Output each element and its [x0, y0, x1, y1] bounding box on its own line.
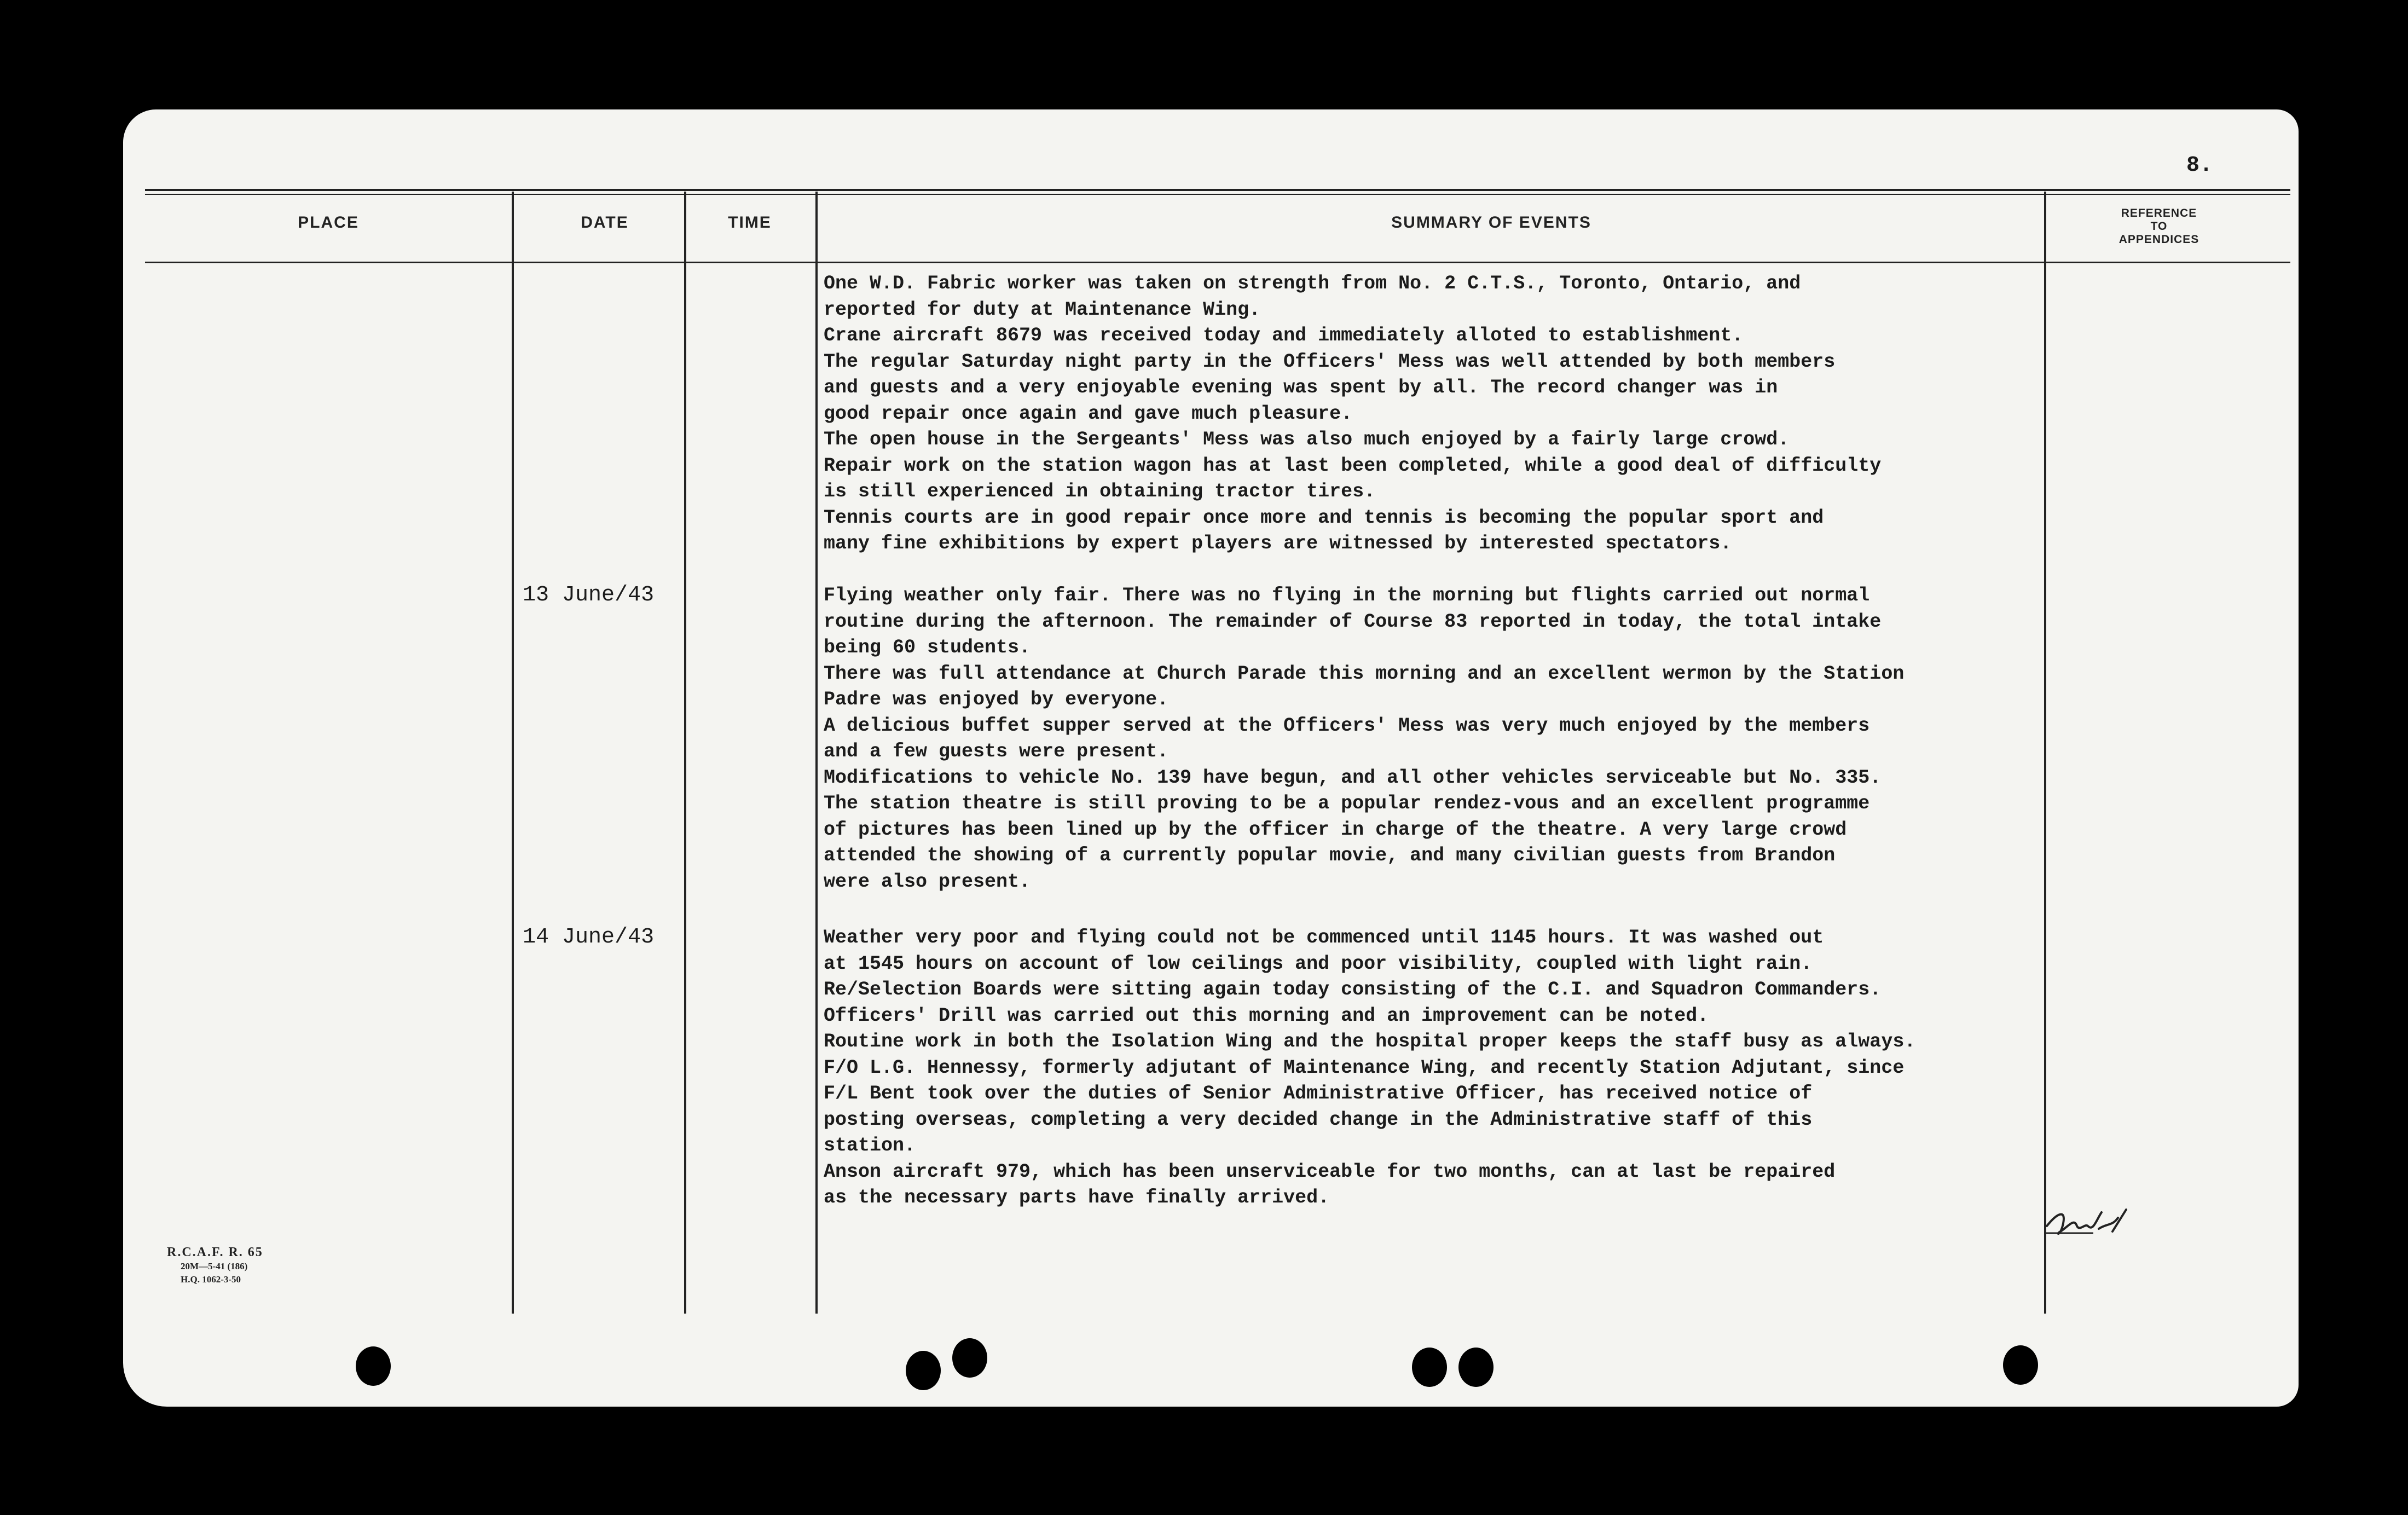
entry-line: Modifications to vehicle No. 139 have begun, and all other vehicles serviceable but No. 335.: [824, 766, 1882, 789]
entry-line: One W.D. Fabric worker was taken on strength from No. 2 C.T.S., Toronto, Ontario, and: [824, 273, 1801, 294]
entry-line: The open house in the Sergeants' Mess was also much enjoyed by a fairly large crowd.: [824, 429, 1790, 450]
entry-line: Tennis courts are in good repair once more and tennis is becoming the popular sport and: [824, 506, 1824, 529]
punch-hole: [952, 1338, 987, 1378]
form-code-line-3: H.Q. 1062-3-50: [181, 1274, 241, 1285]
entry-3-date: 14 June/43: [523, 925, 655, 950]
form-code-main: R.C.A.F. R. 65: [167, 1245, 263, 1259]
entry-3-summary: [824, 925, 2159, 1211]
column-header-place: PLACE: [298, 213, 359, 232]
entry-line: routine during the afternoon. The remainder of Course 83 reported in today, the total intake: [824, 610, 1882, 633]
column-header-reference: [2071, 207, 2247, 246]
entry-line: posting overseas, completing a very decided change in the Administrative staff of this: [824, 1108, 1813, 1131]
column-header-summary: SUMMARY OF EVENTS: [1391, 213, 1591, 232]
entry-line: as the necessary parts have finally arrived.: [824, 1187, 1330, 1208]
punch-hole: [2003, 1345, 2038, 1385]
entry-line: Flying weather only fair. There was no flying in the morning but flights carried out normal: [824, 585, 1870, 606]
entry-2-date: 13 June/43: [523, 583, 655, 608]
column-rule-date-time: [684, 192, 686, 1314]
punch-hole: [356, 1346, 391, 1386]
entry-line: at 1545 hours on account of low ceilings and poor visibility, coupled with light rain.: [824, 952, 1813, 975]
entry-line: F/L Bent took over the duties of Senior Administrative Officer, has received notice of: [824, 1083, 1813, 1105]
entry-line: and guests and a very enjoyable evening was spent by all. The record changer was in: [824, 377, 1778, 398]
entry-line: being 60 students.: [824, 637, 1031, 658]
punch-hole: [1458, 1348, 1494, 1387]
entry-line: Officers' Drill was carried out this morning and an improvement can be noted.: [824, 1004, 1709, 1027]
entry-line: station.: [824, 1135, 916, 1157]
punch-hole: [906, 1351, 941, 1390]
entry-line: Weather very poor and flying could not be commenced until 1145 hours. It was washed out: [824, 927, 1824, 949]
reference-line-3: APPENDICES: [2118, 233, 2199, 246]
reference-line-1: REFERENCE: [2121, 207, 2197, 219]
entry-line: were also present.: [824, 870, 1031, 893]
entry-line: There was full attendance at Church Parade this morning and an excellent wermon by the Station: [824, 662, 1905, 685]
entry-2-summary: [824, 583, 2159, 895]
reference-line-2: TO: [2150, 220, 2168, 233]
entry-line: and a few guests were present.: [824, 741, 1169, 762]
column-rule-place-date: [512, 192, 514, 1314]
entry-line: Repair work on the station wagon has at last been completed, while a good deal of difficulty: [824, 454, 1882, 477]
entry-line: The regular Saturday night party in the Officers' Mess was well attended by both members: [824, 350, 1836, 373]
entry-line: A delicious buffet supper served at the Officers' Mess was very much enjoyed by the members: [824, 714, 1870, 737]
column-header-time: TIME: [728, 213, 772, 232]
entry-line: is still experienced in obtaining tractor tires.: [824, 481, 1376, 502]
entry-line: attended the showing of a currently popular movie, and many civilian guests from Brandon: [824, 845, 1836, 866]
entry-line: F/O L.G. Hennessy, formerly adjutant of Maintenance Wing, and recently Station Adjutant, since: [824, 1056, 1905, 1079]
entry-line: Re/Selection Boards were sitting again today consisting of the C.I. and Squadron Commanders.: [824, 979, 1882, 1001]
entry-line: Anson aircraft 979, which has been unserviceable for two months, can at last be repaired: [824, 1160, 1836, 1183]
entry-line: Crane aircraft 8679 was received today and immediately alloted to establishment.: [824, 325, 1744, 346]
signature-initials: [2044, 1201, 2132, 1240]
punch-hole: [1412, 1348, 1447, 1387]
entry-line: Padre was enjoyed by everyone.: [824, 689, 1169, 710]
entry-1-summary: [824, 271, 2159, 557]
entry-line: reported for duty at Maintenance Wing.: [824, 298, 1261, 321]
page-number: 8.: [2186, 153, 2213, 178]
header-top-rule-inner: [145, 194, 2290, 195]
form-code-line-2: 20M—5-41 (186): [181, 1261, 248, 1271]
diary-page: [123, 109, 2299, 1407]
form-code: [167, 1245, 263, 1286]
entry-line: Routine work in both the Isolation Wing and the hospital proper keeps the staff busy as always.: [824, 1031, 1916, 1053]
entry-line: good repair once again and gave much pleasure.: [824, 402, 1353, 425]
column-header-date: DATE: [581, 213, 629, 232]
header-bottom-rule: [145, 262, 2290, 263]
entry-line: many fine exhibitions by expert players are witnessed by interested spectators.: [824, 533, 1732, 554]
entry-line: The station theatre is still proving to be a popular rendez-vous and an excellent programme: [824, 793, 1870, 814]
column-rule-time-summary: [815, 192, 818, 1314]
header-top-rule: [145, 189, 2290, 191]
entry-line: of pictures has been lined up by the officer in charge of the theatre. A very large crowd: [824, 818, 1847, 841]
